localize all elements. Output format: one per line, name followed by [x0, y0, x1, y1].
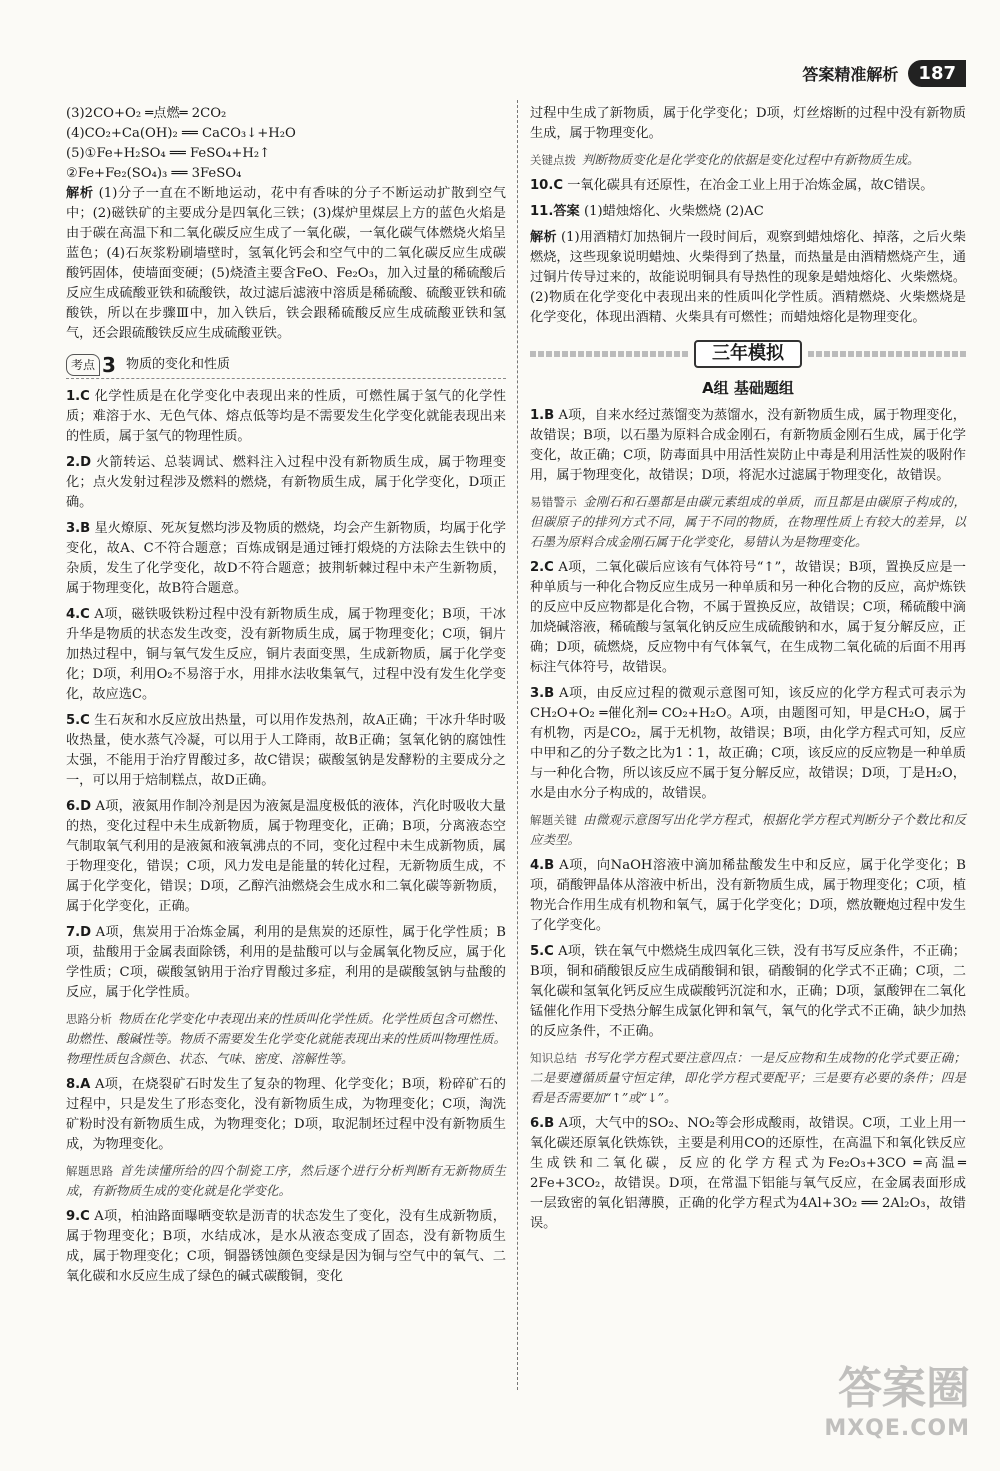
answer-item: 3.B 星火燎原、死灰复燃均涉及物质的燃烧，均会产生新物质，均属于化学变化，故A、C不符合题意；百炼成钢是通过锤打煅烧的方法除去生铁中的杂质，发生了化学变化，故D不符合题意；披荆斩棘过程中未产生新物质，属于物理变化，故B符合题意。 [66, 521, 506, 596]
answer-item: 4.B A项，向NaOH溶液中滴加稀盐酸发生中和反应，属于化学变化；B项，硝酸钾晶体从溶液中析出，没有新物质生成，属于物理变化；C项，植物光合作用生成有机物和氧气，属于化学变化；D项，燃放鞭炮过程中发生了化学变化。 [530, 858, 966, 933]
equation: (5)①Fe+H₂SO₄ ══ FeSO₄+H₂↑ [66, 146, 271, 161]
answer-item: 8.A A项，在烧裂矿石时发生了复杂的物理、化学变化；B项，粉碎矿石的过程中，只是发生了形态变化，没有新物质生成，为物理变化；C项，淘洗矿粉时没有新物质生成，为物理变化；D项，取泥制坯过程中没有新物质生成，为物理变化。 [66, 1077, 506, 1152]
watermark-url: MXQE.COM [824, 1416, 970, 1441]
left-column [66, 104, 506, 1293]
answer-item: 9.C A项，柏油路面曝晒变软是沥青的状态发生了变化，没有生成新物质，属于物理变化；B项，水结成冰，是水从液态变成了固态，没有新物质生成，属于物理变化；C项，铜器锈蚀颜色变绿是因为铜与空气中的氧气、二氧化碳和水反应生成了绿色的碱式碳酸铜，变化 [66, 1209, 506, 1284]
answer-item: 5.C 生石灰和水反应放出热量，可以用作发热剂，故A正确；干冰升华时吸收热量，使水蒸气冷凝，可以用于人工降雨，故B正确；氢氧化钠的腐蚀性太强，不能用于治疗胃酸过多，故C错误；碳酸氢钠是发酵粉的主要成分之一，可以用于焙制糕点，故D正确。 [66, 713, 506, 788]
tip-note: 思路分析 物质在化学变化中表现出来的性质叫化学性质。化学性质包含可燃性、助燃性、酸碱性等。物质不需要发生化学变化就能表现出来的性质叫物理性质。物理性质包含颜色、状态、气味、密度、溶解性等。 [66, 1011, 506, 1066]
banner-bar [808, 351, 966, 357]
banner-title: 三年模拟 [694, 340, 802, 368]
answer-item: 1.B A项，自来水经过蒸馏变为蒸馏水，没有新物质生成，属于物理变化，故错误；B项，以石墨为原料合成金刚石，有新物质金刚石生成，属于化学变化，故正确；C项，防毒面具中用活性炭防止中毒是利用活性炭的吸附作用，属于物理变化，故错误；D项，将泥水过滤属于物理变化，故错误。 [530, 408, 966, 483]
tip-note: 易错警示 金刚石和石墨都是由碳元素组成的单质，而且都是由碳原子构成的，但碳原子的排列方式不同，属于不同的物质，在物理性质上有较大的差异，以石墨为原料合成金刚石属于化学变化，易错认为是物理变化。 [530, 494, 966, 549]
tip-note: 知识总结 书写化学方程式要注意四点：一是反应物和生成物的化学式要正确；二是要遵循质量守恒定律，即化学方程式要配平；三是要有必要的条件；四是看是否需要加“↑”或“↓”。 [530, 1050, 966, 1105]
watermark-logo-text: 答案圈 [838, 1363, 970, 1414]
answer-item: 4.C A项，磁铁吸铁粉过程中没有新物质生成，属于物理变化；B项，干冰升华是物质的状态发生改变，没有新物质生成，属于物理变化；C项，铜片加热过程中，铜与氧气发生反应，铜片表面变黑，生成新物质，属于化学变化；D项，利用O₂不易溶于水，用排水法收集氧气，过程中没有发生化学变化，故应选C。 [66, 607, 506, 702]
right-column [530, 104, 966, 1240]
header-title: 答案精准解析 [802, 64, 899, 84]
page-number: 187 [908, 60, 966, 87]
analysis-label: 解析 [66, 186, 94, 201]
answer-item: 11.答案 (1)蜡烛熔化、火柴燃烧 (2)AC [530, 204, 764, 219]
section-tag: 考点 [66, 354, 100, 376]
equation: ②Fe+Fe₂(SO₄)₃ ══ 3FeSO₄ [66, 166, 242, 181]
column-divider [517, 100, 518, 1390]
tip-note: 解题思路 首先读懂所给的四个制瓷工序，然后逐个进行分析判断有无新物质生成，有新物质生成的变化就是化学变化。 [66, 1163, 506, 1198]
answer-item: 5.C A项，铁在氧气中燃烧生成四氧化三铁，没有书写反应条件，不正确；B项，铜和硝酸银反应生成硝酸铜和银，硝酸铜的化学式不正确；C项，二氧化碳和氢氧化钙反应生成碳酸钙沉淀和水，正确；D项，氯酸钾在二氧化锰催化作用下受热分解生成氯化钾和氧气，氧气的化学式不正确，缺少加热的反应条件，不正确。 [530, 944, 966, 1039]
answer-item: 3.B A项，由反应过程的微观示意图可知，该反应的化学方程式可表示为CH₂O+O₂ ═催化剂═ CO₂+H₂O。A项，由题图可知，甲是CH₂O，属于有机物，丙是CO₂，属于无机物，故错误；B项，由化学方程式可知，反应中甲和乙的分子数之比为1∶1，故正确；C项，该反应的反应物是一种单质与一种化合物，所以该反应不属于复分解反应，故错误；D项，丁是H₂O，水是由水分子构成的，故错误。 [530, 686, 966, 801]
answer-item: 2.D 火箭转运、总装调试、燃料注入过程中没有新物质生成，属于物理变化；点火发射过程涉及燃料的燃烧，有新物质生成，属于化学变化，D项正确。 [66, 455, 506, 510]
group-heading: A组 基础题组 [702, 379, 794, 397]
answer-item: 6.D A项，液氮用作制冷剂是因为液氮是温度极低的液体，汽化时吸收大量的热，变化过程中未生成新物质，属于物理变化，正确；B项，分离液态空气制取氧气利用的是液氮和液氧沸点的不同，变化过程中未生成新物质，属于物理变化，错误；C项，风力发电是能量的转化过程，无新物质生成，不属于化学变化，错误；D项，乙醇汽油燃烧会生成水和二氧化碳等新物质，属于化学变化，正确。 [66, 799, 506, 914]
section-title: 物质的变化和性质 [125, 357, 230, 372]
watermark [824, 1352, 970, 1441]
section-banner [530, 340, 966, 368]
continued-text: 过程中生成了新物质，属于化学变化；D项，灯丝熔断的过程中没有新物质生成，属于物理变化。 [530, 106, 966, 141]
section-heading [66, 354, 506, 379]
answer-item: 6.B A项，大气中的SO₂、NO₂等会形成酸雨，故错误。C项，工业上用一氧化碳还原氧化铁炼铁，主要是利用CO的还原性，在高温下和氧化铁反应生成铁和二氧化碳，反应的化学方程式为Fe₂O₃+3CO ═高温═ 2Fe+3CO₂，故错误。D项，在常温下铝能与氧气反应，在金属表面形成一层致密的氧化铝薄膜，正确的化学方程式为4Al+3O₂ ══ 2Al₂O₃，故错误。 [530, 1116, 966, 1231]
equation: (3)2CO+O₂ ═点燃═ 2CO₂ [66, 106, 227, 121]
banner-bar [530, 351, 688, 357]
tip-note: 关键点拨 判断物质变化是化学变化的依据是变化过程中有新物质生成。 [530, 152, 920, 167]
answer-item: 7.D A项，焦炭用于冶炼金属，利用的是焦炭的还原性，属于化学性质；B项，盐酸用于金属表面除锈，利用的是盐酸可以与金属氧化物反应，属于化学性质；C项，碳酸氢钠用于治疗胃酸过多症，利用的是碳酸氢钠与盐酸的反应，属于化学性质。 [66, 925, 506, 1000]
equation: (4)CO₂+Ca(OH)₂ ══ CaCO₃↓+H₂O [66, 126, 296, 141]
analysis-block [66, 184, 506, 344]
analysis-block: 解析 (1)用酒精灯加热铜片一段时间后，观察到蜡烛熔化、掉落，之后火柴燃烧，这些现象说明蜡烛、火柴得到了热量，而热量是由酒精燃烧产生，通过铜片传导过来的，故能说明铜具有导热性的现象是蜡烛熔化、火柴燃烧。(2)物质在化学变化中表现出来的性质叫化学性质。酒精燃烧、火柴燃烧是化学变化，体现出酒精、火柴具有可燃性；而蜡烛熔化是物理变化。 [530, 230, 966, 325]
analysis-text: (1)分子一直在不断地运动，花中有香味的分子不断运动扩散到空气中；(2)磁铁矿的主要成分是四氧化三铁；(3)煤炉里煤层上方的蓝色火焰是由于碳在高温下和二氧化碳反应生成了一氧化碳，一氧化碳气体燃烧火焰呈蓝色；(4)石灰浆粉刷墙壁时，氢氧化钙会和空气中的二氧化碳反应生成碳酸钙固体，使墙面变硬；(5)烧渣主要含FeO、Fe₂O₃，加入过量的稀硫酸后反应生成硫酸亚铁和硫酸铁，故过滤后滤液中溶质是稀硫酸、硫酸亚铁和硫酸铁，所以在步骤Ⅲ中，加入铁后，铁会跟稀硫酸反应生成硫酸亚铁和氢气，还会跟硫酸铁反应生成硫酸亚铁。 [66, 186, 506, 341]
page-header [802, 58, 966, 88]
tip-note: 解题关键 由微观示意图写出化学方程式，根据化学方程式判断分子个数比和反应类型。 [530, 812, 966, 847]
answer-item: 2.C A项，二氧化碳后应该有气体符号“↑”，故错误；B项，置换反应是一种单质与一种化合物反应生成另一种单质和另一种化合物的反应，高炉炼铁的反应中反应物都是化合物，不属于置换反应，故错误；C项，稀硫酸中滴加烧碱溶液，稀硫酸与氢氧化钠反应生成硫酸钠和水，属于复分解反应，正确；D项，硫燃烧，反应物中有气体氧气，在生成物二氧化硫的后面不用再标注气体符号，故错误。 [530, 560, 966, 675]
section-number: 3 [102, 353, 116, 377]
answer-item: 10.C 一氧化碳具有还原性，在冶金工业上用于冶炼金属，故C错误。 [530, 178, 934, 193]
answer-item: 1.C 化学性质是在化学变化中表现出来的性质，可燃性属于氢气的化学性质；难溶于水、无色气体、熔点低等均是不需要发生化学变化就能表现出来的性质，属于氢气的物理性质。 [66, 389, 507, 444]
